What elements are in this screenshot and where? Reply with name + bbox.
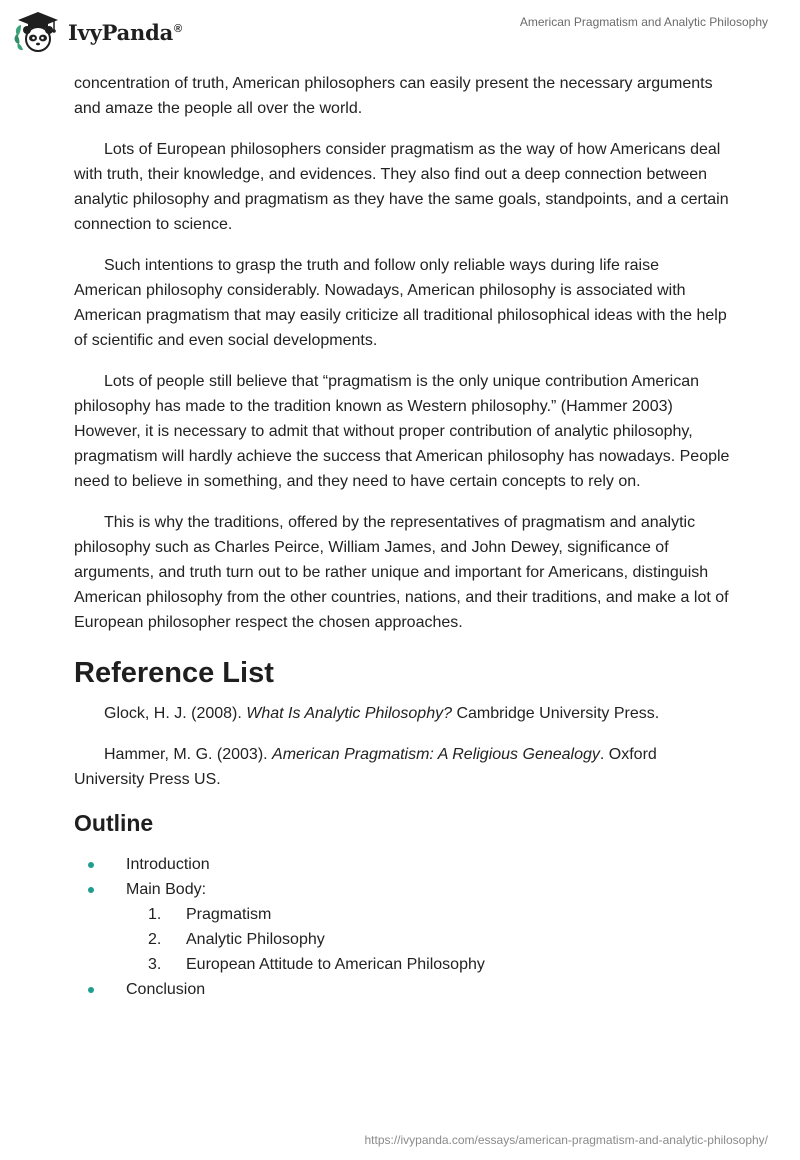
outline-subitem xyxy=(148,952,730,977)
reference-list xyxy=(74,701,730,792)
reference-authors: Glock, H. J. (2008). xyxy=(104,705,247,722)
outline-subitem-number: 2. xyxy=(148,931,162,948)
outline-list xyxy=(74,852,730,1002)
outline-subitem-label: Pragmatism xyxy=(186,906,272,923)
reference-publisher: . Oxford University Press US. xyxy=(74,746,657,788)
paragraph: Lots of European philosophers consider pragmatism as the way of how Americans deal with truth, their knowledge, and evidences. They also find out a deep connection between analytic philosophy and pragmatism as they have the same goals, standpoints, and a certain connection to science. xyxy=(74,141,729,233)
outline-subitem xyxy=(148,902,730,927)
outline-item xyxy=(74,852,730,877)
outline-subitem-label: Analytic Philosophy xyxy=(186,931,325,948)
panda-graduate-logo-icon xyxy=(14,10,62,54)
reference-title: What Is Analytic Philosophy? xyxy=(246,705,452,722)
outline-subitem-number: 3. xyxy=(148,956,162,973)
outline-heading: Outline xyxy=(74,810,154,836)
reference-authors: Hammer, M. G. (2003). xyxy=(104,746,273,763)
outline-subitem-label: European Attitude to American Philosophy xyxy=(186,956,485,973)
essay-content xyxy=(74,71,730,1002)
reference-publisher: Cambridge University Press. xyxy=(452,705,660,722)
reference-item xyxy=(74,701,730,726)
reference-list-heading: Reference List xyxy=(74,657,274,689)
paragraph: Such intentions to grasp the truth and follow only reliable ways during life raise American philosophy considerably. Nowadays, American philosophy is associated with American pragmatism that may easily criticize all traditional philosophical ideas with the help of scientific and even social developments. xyxy=(74,257,727,349)
reference-title: American Pragmatism: A Religious Genealogy xyxy=(272,746,600,763)
outline-item xyxy=(74,877,730,977)
ivypanda-logo[interactable] xyxy=(14,8,182,56)
bullet-dot-icon xyxy=(88,862,94,868)
outline-subitem-number: 1. xyxy=(148,906,162,923)
outline-item-label: Conclusion xyxy=(126,981,206,998)
bullet-dot-icon xyxy=(88,887,94,893)
outline-item-label: Introduction xyxy=(126,856,210,873)
brand-name xyxy=(68,20,182,45)
registered-mark: ® xyxy=(174,22,182,35)
brand-text: IvyPanda xyxy=(68,19,174,45)
outline-item xyxy=(74,977,730,1002)
outline-item-label: Main Body: xyxy=(126,881,207,898)
paragraph: This is why the traditions, offered by the representatives of pragmatism and analytic philosophy such as Charles Peirce, William James, and John Dewey, significance of arguments, and truth turn out to be rather unique and important for Americans, distinguish American philosophy from the other countries, nations, and their traditions, and make a lot of European philosopher respect the chosen approaches. xyxy=(74,514,729,631)
paragraph: Lots of people still believe that “pragmatism is the only unique contribution American philosophy has made to the tradition known as Western philosophy.” (Hammer 2003) However, it is necessary to admit that without proper contribution of analytic philosophy, pragmatism will hardly achieve the success that American philosophy has nowadays. People need to believe in something, and they need to have certain concepts to rely on. xyxy=(74,373,730,490)
paragraph: concentration of truth, American philosophers can easily present the necessary arguments and amaze the people all over the world. xyxy=(74,75,713,117)
outline-subitem xyxy=(148,927,730,952)
reference-item xyxy=(74,742,730,792)
bullet-dot-icon xyxy=(88,987,94,993)
source-url[interactable]: https://ivypanda.com/essays/american-pragmatism-and-analytic-philosophy/ xyxy=(364,1133,768,1147)
page-header xyxy=(0,0,800,64)
outline-sublist xyxy=(148,902,730,977)
document-title: American Pragmatism and Analytic Philosophy xyxy=(519,15,768,29)
